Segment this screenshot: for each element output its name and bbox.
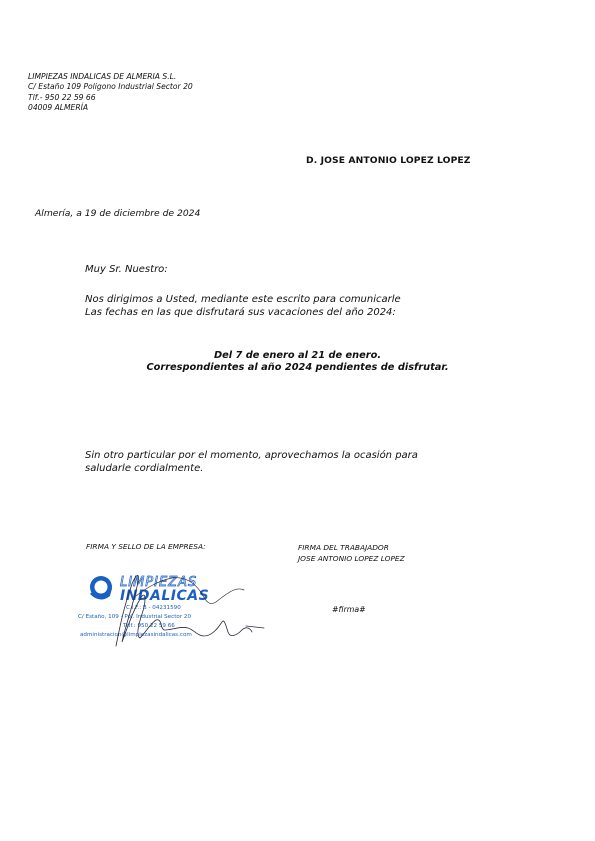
- recipient-name: D. JOSE ANTONIO LOPEZ LOPEZ: [306, 155, 471, 166]
- stamp-logo-icon: [90, 576, 112, 600]
- stamp-cif: C.I.F.: B - 04231590: [126, 605, 181, 611]
- stamp-brand-line2: INDALICAS: [120, 588, 210, 604]
- vacation-dates: [0, 350, 595, 374]
- stamp-email: administracion@limpiezasindalicas.com: [80, 632, 192, 638]
- sender-company: LIMPIEZAS INDALICAS DE ALMERIA S.L.: [28, 72, 177, 81]
- stamp-phone: Telf.: 950 22 59 66: [123, 623, 175, 629]
- vacation-dates-line: Del 7 de enero al 21 de enero.: [213, 350, 382, 361]
- intro-line: Las fechas en las que disfrutará sus vacaciones del año 2024:: [85, 306, 396, 318]
- worker-signature-block: [298, 542, 405, 564]
- sender-phone: Tlf.- 950 22 59 66: [28, 92, 96, 102]
- company-signature-label: FIRMA Y SELLO DE LA EMPRESA:: [86, 542, 206, 551]
- greeting: Muy Sr. Nuestro:: [85, 264, 168, 275]
- intro-line: Nos dirigimos a Usted, mediante este escrito para comunicarle: [85, 294, 401, 305]
- company-stamp: [76, 566, 266, 648]
- sender-address: C/ Estaño 109 Poligono Industrial Sector 20: [28, 82, 193, 92]
- signature-placeholder: #firma#: [332, 605, 366, 614]
- closing-line: saludarle cordialmente.: [85, 462, 204, 474]
- worker-signature-label: FIRMA DEL TRABAJADOR: [298, 543, 389, 552]
- sender-block: [28, 72, 193, 114]
- closing-line: Sin otro particular por el momento, aprovechamos la ocasión para: [85, 450, 418, 461]
- vacation-dates-line: Correspondientes al año 2024 pendientes de disfrutar.: [146, 362, 449, 373]
- sender-city: 04009 ALMERÍA: [28, 103, 89, 113]
- date-line: Almería, a 19 de diciembre de 2024: [35, 208, 201, 219]
- closing-paragraph: [85, 450, 418, 475]
- worker-name: JOSE ANTONIO LOPEZ LOPEZ: [298, 554, 405, 563]
- stamp-address: C/ Estaño, 109 - Pol. Industrial Sector 20: [78, 614, 192, 620]
- stamp-brand-line1: LIMPIEZAS: [120, 575, 198, 590]
- intro-paragraph: [85, 294, 401, 319]
